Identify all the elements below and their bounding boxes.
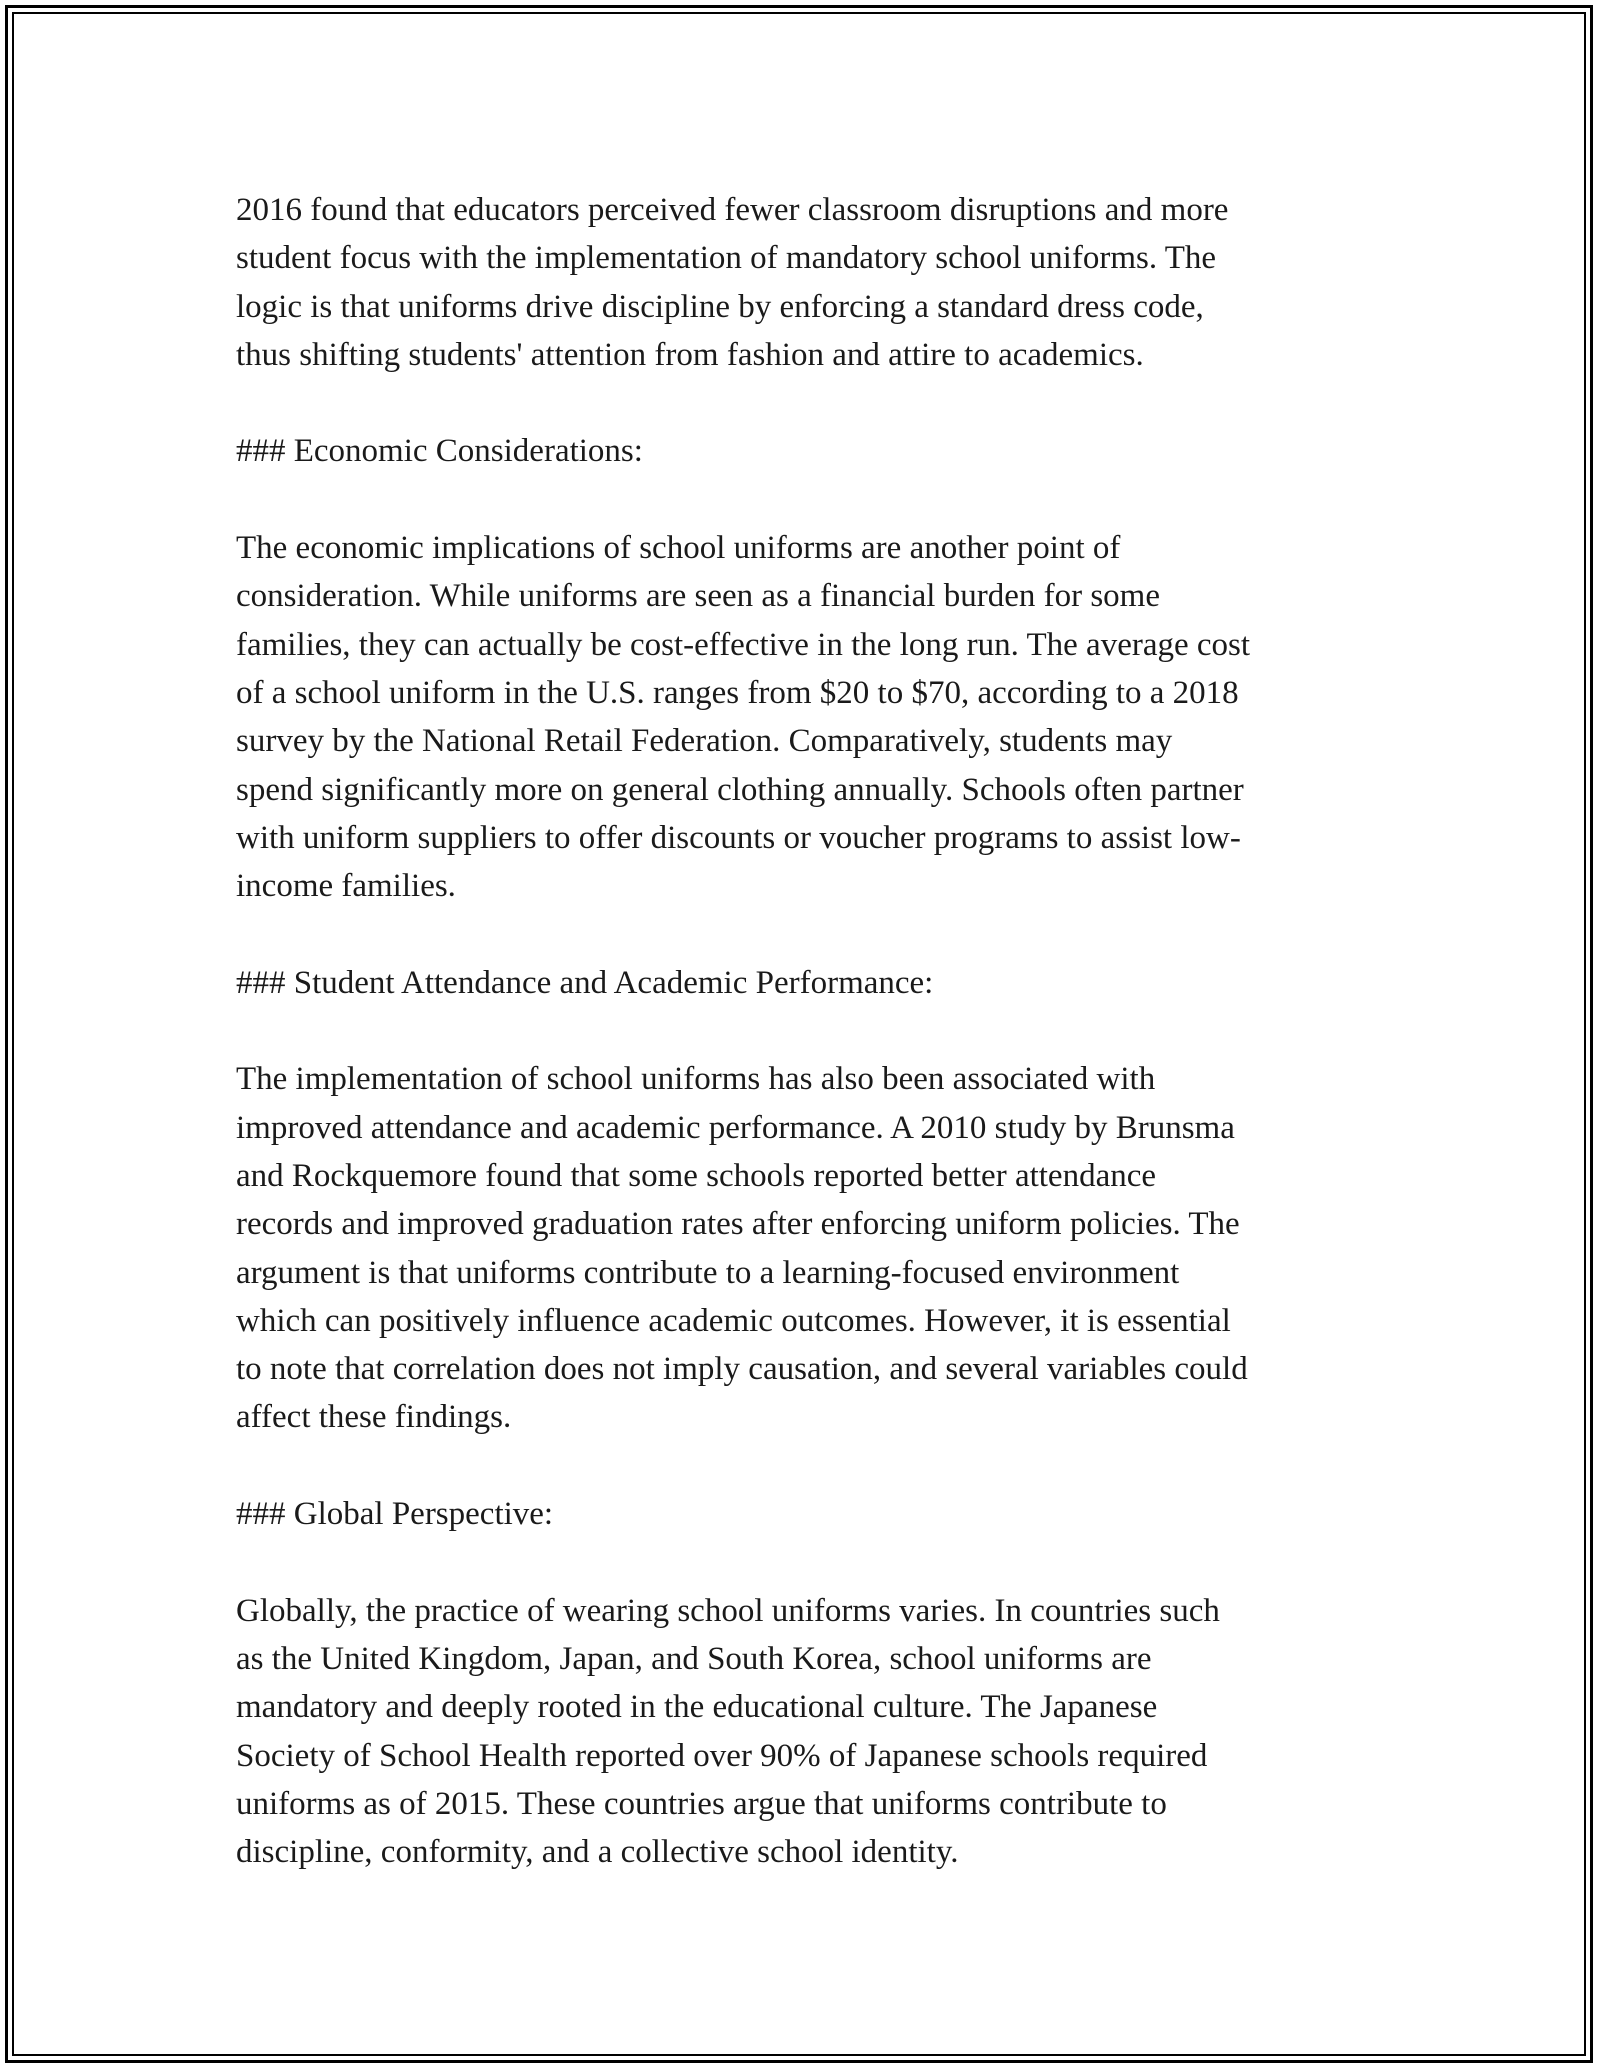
text-line: The implementation of school uniforms has also been associated with: [236, 1061, 1156, 1098]
paragraph-classroom-focus: [236, 186, 1376, 379]
paragraph-spacer: [236, 1442, 1376, 1490]
text-line: student focus with the implementation of mandatory school uniforms. The: [236, 240, 1217, 277]
text-line: mandatory and deeply rooted in the educational culture. The Japanese: [236, 1689, 1158, 1726]
paragraph-spacer: [236, 379, 1376, 427]
text-line: and Rockquemore found that some schools reported better attendance: [236, 1157, 1157, 1194]
paragraph-spacer: [236, 1538, 1376, 1586]
text-line: improved attendance and academic performance. A 2010 study by Brunsma: [236, 1109, 1235, 1146]
text-line: thus shifting students' attention from fashion and attire to academics.: [236, 336, 1144, 373]
text-line: spend significantly more on general clothing annually. Schools often partner: [236, 771, 1244, 808]
text-line: 2016 found that educators perceived fewer classroom disruptions and more: [236, 192, 1229, 228]
text-line: consideration. While uniforms are seen as a financial burden for some: [236, 578, 1160, 615]
paragraph-spacer: [236, 1007, 1376, 1055]
heading-global-perspective: ### Global Perspective:: [236, 1496, 554, 1533]
text-line: Society of School Health reported over 90% of Japanese schools required: [236, 1737, 1208, 1774]
paragraph-spacer: [236, 910, 1376, 958]
text-line: Globally, the practice of wearing school uniforms varies. In countries such: [236, 1592, 1220, 1629]
text-line: which can positively influence academic outcomes. However, it is essential: [236, 1302, 1231, 1339]
text-line: income families.: [236, 868, 456, 905]
text-line: as the United Kingdom, Japan, and South Korea, school uniforms are: [236, 1640, 1152, 1677]
text-line: The economic implications of school uniforms are another point of: [236, 530, 1121, 567]
paragraph-global-perspective: [236, 1587, 1376, 1877]
text-line: records and improved graduation rates after enforcing uniform policies. The: [236, 1206, 1240, 1243]
text-line: with uniform suppliers to offer discounts or voucher programs to assist low-: [236, 819, 1241, 856]
text-line: logic is that uniforms drive discipline by enforcing a standard dress code,: [236, 288, 1204, 325]
text-line: affect these findings.: [236, 1399, 512, 1436]
text-line: uniforms as of 2015. These countries argue that uniforms contribute to: [236, 1785, 1167, 1822]
text-line: survey by the National Retail Federation. Comparatively, students may: [236, 723, 1173, 760]
paragraph-economic-implications: [236, 524, 1376, 910]
heading-economic-considerations: ### Economic Considerations:: [236, 433, 643, 470]
text-line: families, they can actually be cost-effective in the long run. The average cost: [236, 626, 1251, 663]
text-line: argument is that uniforms contribute to a learning-focused environment: [236, 1254, 1180, 1291]
text-line: of a school uniform in the U.S. ranges from $20 to $70, according to a 2018: [236, 674, 1239, 711]
paragraph-spacer: [236, 476, 1376, 524]
paragraph-attendance-performance: [236, 1055, 1376, 1441]
heading-attendance-performance: ### Student Attendance and Academic Performance:: [236, 964, 934, 1001]
text-line: to note that correlation does not imply causation, and several variables could: [236, 1351, 1248, 1388]
document-body: [236, 186, 1376, 1876]
text-line: discipline, conformity, and a collective school identity.: [236, 1834, 959, 1871]
